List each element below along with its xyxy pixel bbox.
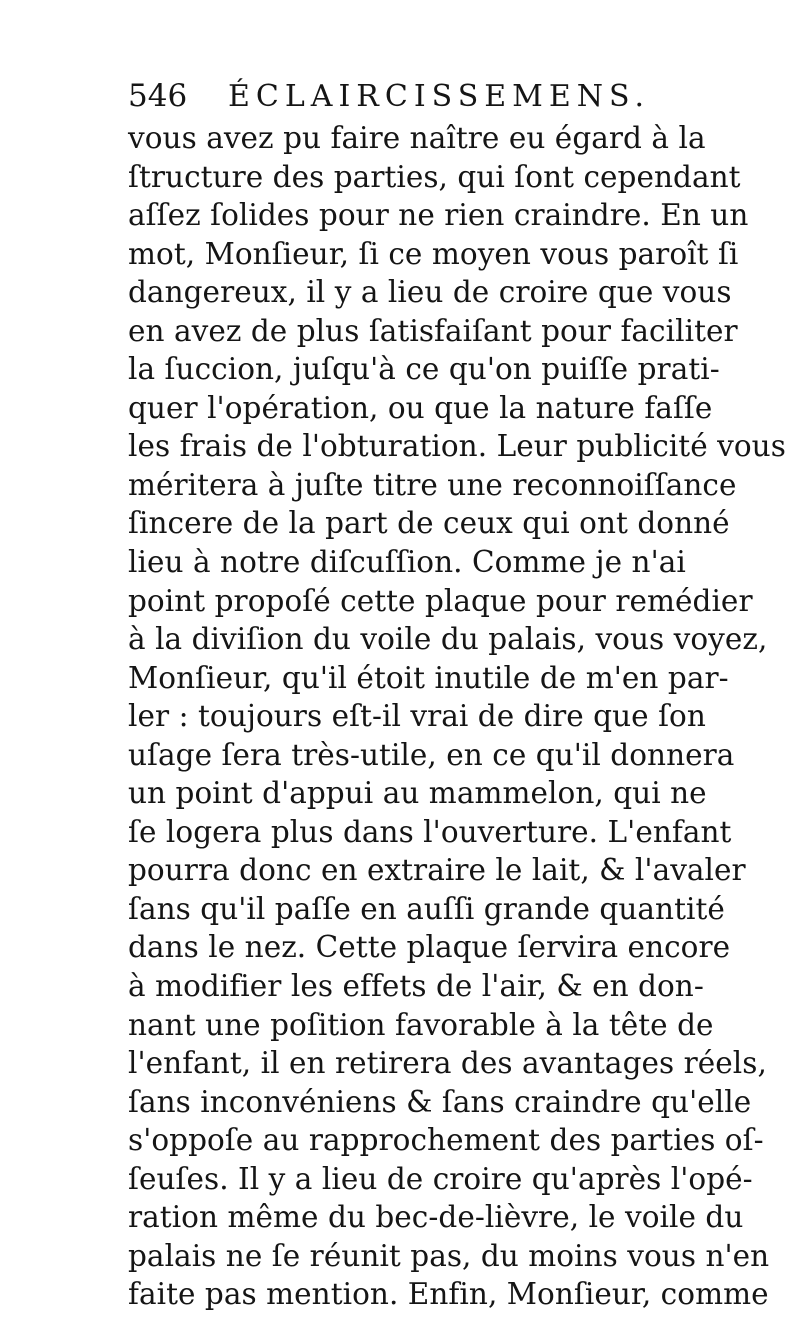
text-line: aſſez ſolides pour ne rien craindre. En un <box>128 198 749 233</box>
text-line: dangereux, il y a lieu de croire que vous <box>128 275 732 310</box>
text-line: à modifier les effets de l'air, & en don- <box>128 969 704 1004</box>
text-line: ſtructure des parties, qui ſont cependant <box>128 159 741 194</box>
text-line: méritera à juſte titre une reconnoiſſance <box>128 467 737 502</box>
text-line: en avez de plus ſatisfaiſant pour faciliter <box>128 313 738 348</box>
text-line: ler : toujours eſt-il vrai de dire que ſon <box>128 699 706 734</box>
text-line: s'oppoſe au rapprochement des parties oſ- <box>128 1123 764 1158</box>
text-line: vous avez pu faire naître eu égard à la <box>128 121 706 155</box>
text-line: ſans inconvéniens & ſans craindre qu'elle <box>128 1084 752 1119</box>
text-line: pourra donc en extraire le lait, & l'avaler <box>128 853 746 888</box>
text-line: mot, Monſieur, ſi ce moyen vous paroît ſi <box>128 236 739 271</box>
text-line: la ſuccion, juſqu'à ce qu'on puiſſe prati- <box>128 352 720 387</box>
text-line: ſincere de la part de ceux qui ont donné <box>128 506 730 541</box>
text-line: dans le nez. Cette plaque ſervira encore <box>128 930 731 965</box>
text-line: ſeuſes. Il y a lieu de croire qu'après l'opé- <box>128 1161 753 1196</box>
text-line: palais ne ſe réunit pas, du moins vous n'en <box>128 1238 770 1273</box>
text-line: un point d'appui au mammelon, qui ne <box>128 776 707 811</box>
running-title: ÉCLAIRCISSEMENS. <box>228 79 651 114</box>
page-number: 546 <box>128 78 188 114</box>
text-line: l'enfant, il en retirera des avantages réels, <box>128 1046 767 1081</box>
text-line: ſans qu'il paſſe en auſſi grande quantité <box>128 891 725 926</box>
text-line: ſe logera plus dans l'ouverture. L'enfant <box>128 814 732 849</box>
text-line: Monſieur, qu'il étoit inutile de m'en par- <box>128 660 729 695</box>
text-line: quer l'opération, ou que la nature faſſe <box>128 390 713 425</box>
text-line: à la diviſion du voile du palais, vous voyez, <box>128 622 768 657</box>
text-line: faite pas mention. Enfin, Monſieur, comme <box>128 1277 769 1312</box>
text-line: nant une poſition favorable à la tête de <box>128 1007 714 1042</box>
text-line: uſage ſera très-utile, en ce qu'il donnera <box>128 737 735 772</box>
text-line: lieu à notre diſcuſſion. Comme je n'ai <box>128 545 686 580</box>
running-head <box>128 78 688 122</box>
text-line: ration même du bec-de-lièvre, le voile du <box>128 1200 744 1235</box>
text-line: point propoſé cette plaque pour remédier <box>128 583 753 618</box>
body-text <box>128 119 786 1314</box>
text-line: les frais de l'obturation. Leur publicité vous <box>128 429 786 464</box>
